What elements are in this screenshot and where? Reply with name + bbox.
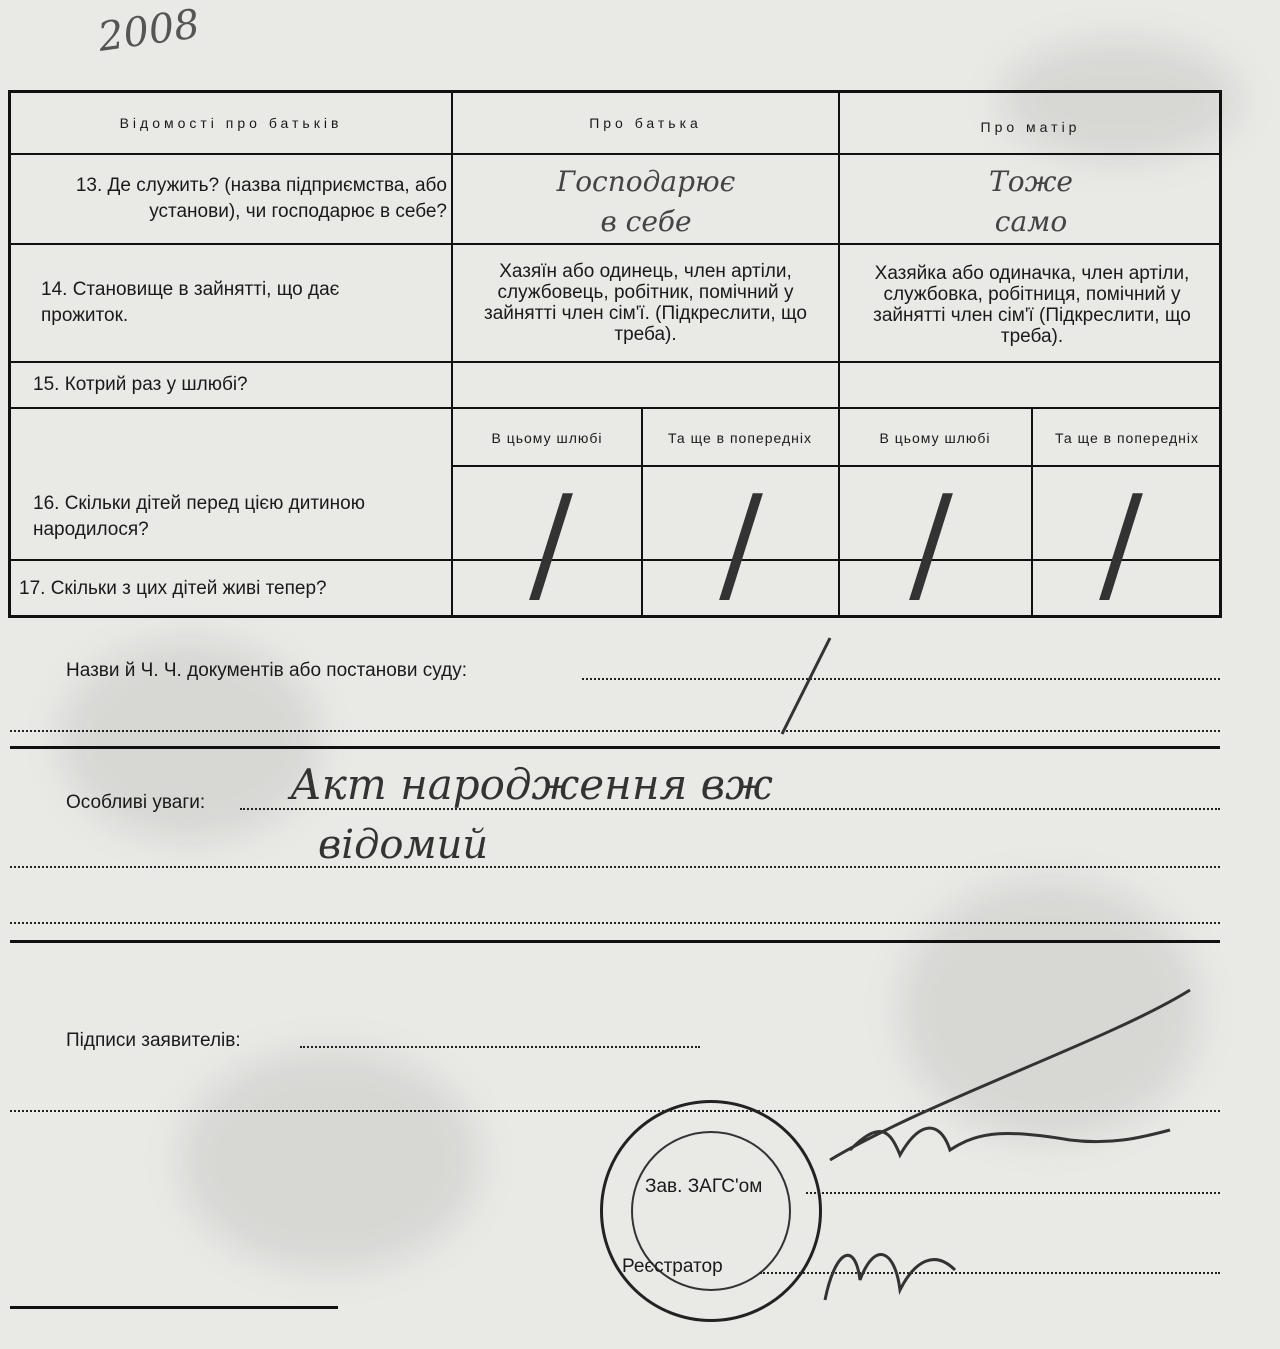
section-divider-2 (10, 940, 1220, 943)
father-workplace-hw-2: в себе (600, 204, 692, 238)
signatures-label: Підписи заявителів: (66, 1030, 241, 1051)
signatures-line-1 (300, 1046, 700, 1048)
notes-handwriting-2: відомий (318, 822, 489, 868)
header-father: Про батька (589, 115, 702, 131)
header-parents-info: Відомості про батьків (119, 115, 343, 131)
father-occupation-options: Хазяїн або одинець, член артіли, службовець, робітник, помічний у зайнятті член сім'ї. (Підкреслити, що треба). (484, 261, 807, 345)
mother-occupation-options: Хазяйка або одиначка, член артіли, службовка, робітниця, помічний у зайнятті член сім'ї (Підкреслити, що треба). (873, 263, 1191, 347)
parents-table (8, 90, 1222, 618)
documents-line-2 (10, 730, 1220, 732)
father-previous-header: Та ще в попередніх (668, 430, 812, 446)
dash-mother-this-marriage: / (909, 467, 953, 619)
father-this-marriage-header: В цьому шлюбі (491, 430, 603, 446)
dash-mother-previous: / (1099, 467, 1143, 619)
question-16: 16. Скільки дітей перед цією дитиною народилося? (33, 493, 365, 540)
notes-line-2 (10, 866, 1220, 868)
header-mother: Про матір (980, 119, 1081, 135)
head-signature-line (806, 1192, 1220, 1194)
mother-workplace-hw-2: само (994, 204, 1068, 238)
documents-dash-mark (760, 630, 850, 740)
head-signature (810, 980, 1210, 1180)
official-stamp (600, 1100, 822, 1322)
documents-line-1 (582, 678, 1220, 680)
head-of-registry-label: Зав. ЗАГС'ом (645, 1176, 763, 1197)
notes-label: Особливі уваги: (66, 792, 206, 813)
dash-father-this-marriage: / (529, 467, 573, 619)
question-17: 17. Скільки з цих дітей живі тепер? (19, 578, 327, 599)
section-divider-1 (10, 746, 1220, 749)
question-15: 15. Котрий раз у шлюбі? (33, 374, 248, 395)
registrar-label: Реєстратор (622, 1256, 723, 1277)
notes-line-3 (10, 922, 1220, 924)
documents-label: Назви й Ч. Ч. документів або постанови суду: (66, 660, 467, 681)
notes-handwriting-1: Акт народження вж (290, 760, 773, 809)
question-14: 14. Становище в зайнятті, що дає прожиток. (41, 279, 340, 326)
question-13: 13. Де служить? (назва підприємства, або установи), чи господарює в себе? (75, 175, 447, 222)
mother-workplace-hw-1: Тоже (989, 164, 1073, 198)
registrar-signature (815, 1210, 965, 1320)
father-workplace-hw-1: Господарює (556, 164, 736, 198)
bottom-rule (10, 1306, 338, 1309)
mother-previous-header: Та ще в попередніх (1055, 430, 1199, 446)
page-mark: 2008 (95, 1, 203, 61)
dash-father-previous: / (719, 467, 763, 619)
mother-this-marriage-header: В цьому шлюбі (879, 430, 991, 446)
